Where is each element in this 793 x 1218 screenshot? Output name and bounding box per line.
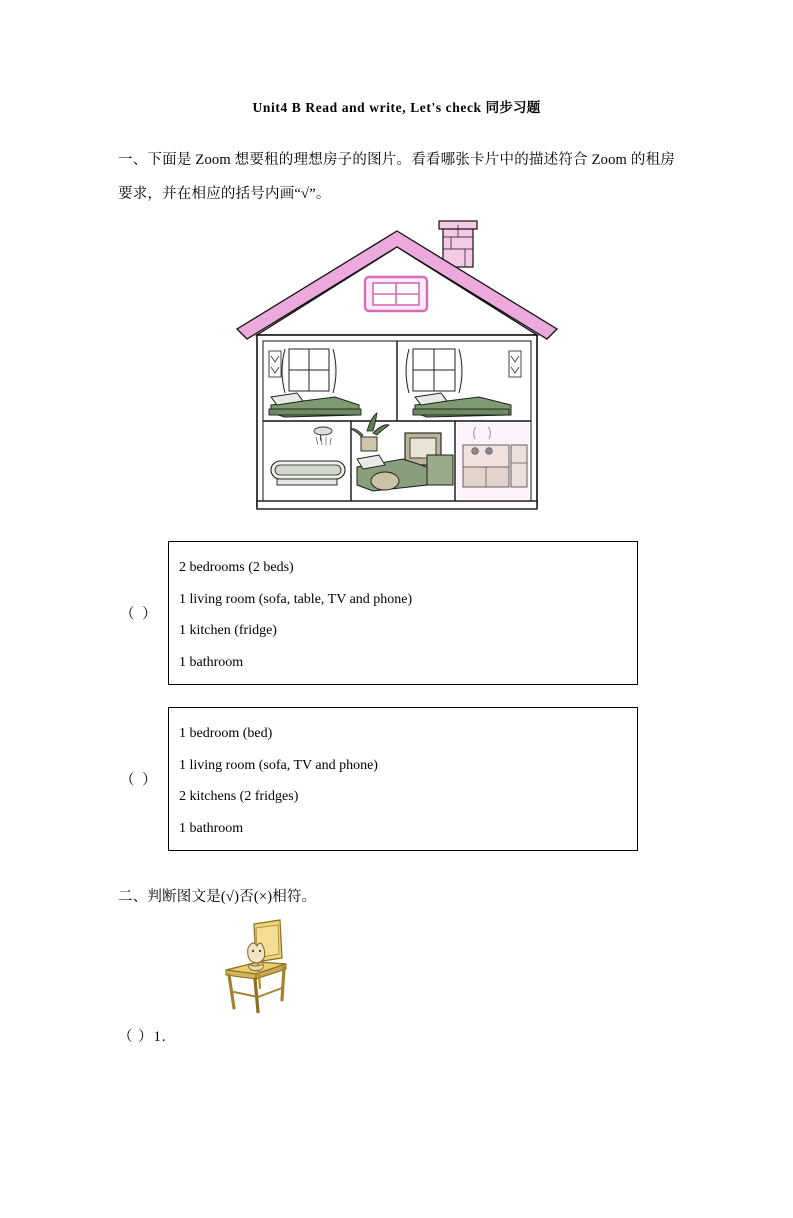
page-title xyxy=(118,96,675,116)
card-2-line-3: 2 kitchens (2 fridges) xyxy=(179,789,299,805)
card-1-line-1: 2 bedrooms (2 beds) xyxy=(179,560,294,576)
question-2-text: 二、判断图文是(√)否(×)相符。 xyxy=(118,889,317,906)
card-1-line-3: 1 kitchen (fridge) xyxy=(179,623,277,639)
document-page xyxy=(0,96,793,1218)
page-title-cn: 同步习题 xyxy=(485,100,541,115)
page-title-latin: Unit4 B Read and write, Let's check xyxy=(252,100,486,115)
card-2-line-4: 1 bathroom xyxy=(179,820,244,836)
wooden-chair-illustration xyxy=(208,918,308,1013)
card-2-line-2: 1 living room (sofa, TV and phone) xyxy=(179,757,378,773)
card-1-body xyxy=(168,541,638,685)
item-number-1: （ ）1. xyxy=(118,1029,167,1046)
check-parenthesis-2[interactable]: （ ） xyxy=(120,772,159,789)
card-2-line-1: 1 bedroom (bed) xyxy=(179,726,273,742)
card-1-line-2: 1 living room (sofa, table, TV and phone) xyxy=(179,591,413,607)
question-1-text: 一、下面是 Zoom 想要租的理想房子的图片。看看哪张卡片中的描述符合 Zoom 的租房要求，并在相应的括号内画“√”。 xyxy=(118,152,675,203)
answer-card-1[interactable] xyxy=(118,541,675,685)
card-1-line-4: 1 bathroom xyxy=(179,654,244,670)
check-parenthesis-1[interactable]: （ ） xyxy=(120,606,159,623)
house-cutaway-illustration xyxy=(227,219,567,519)
answer-card-2[interactable] xyxy=(118,707,675,851)
card-2-body xyxy=(168,707,638,851)
